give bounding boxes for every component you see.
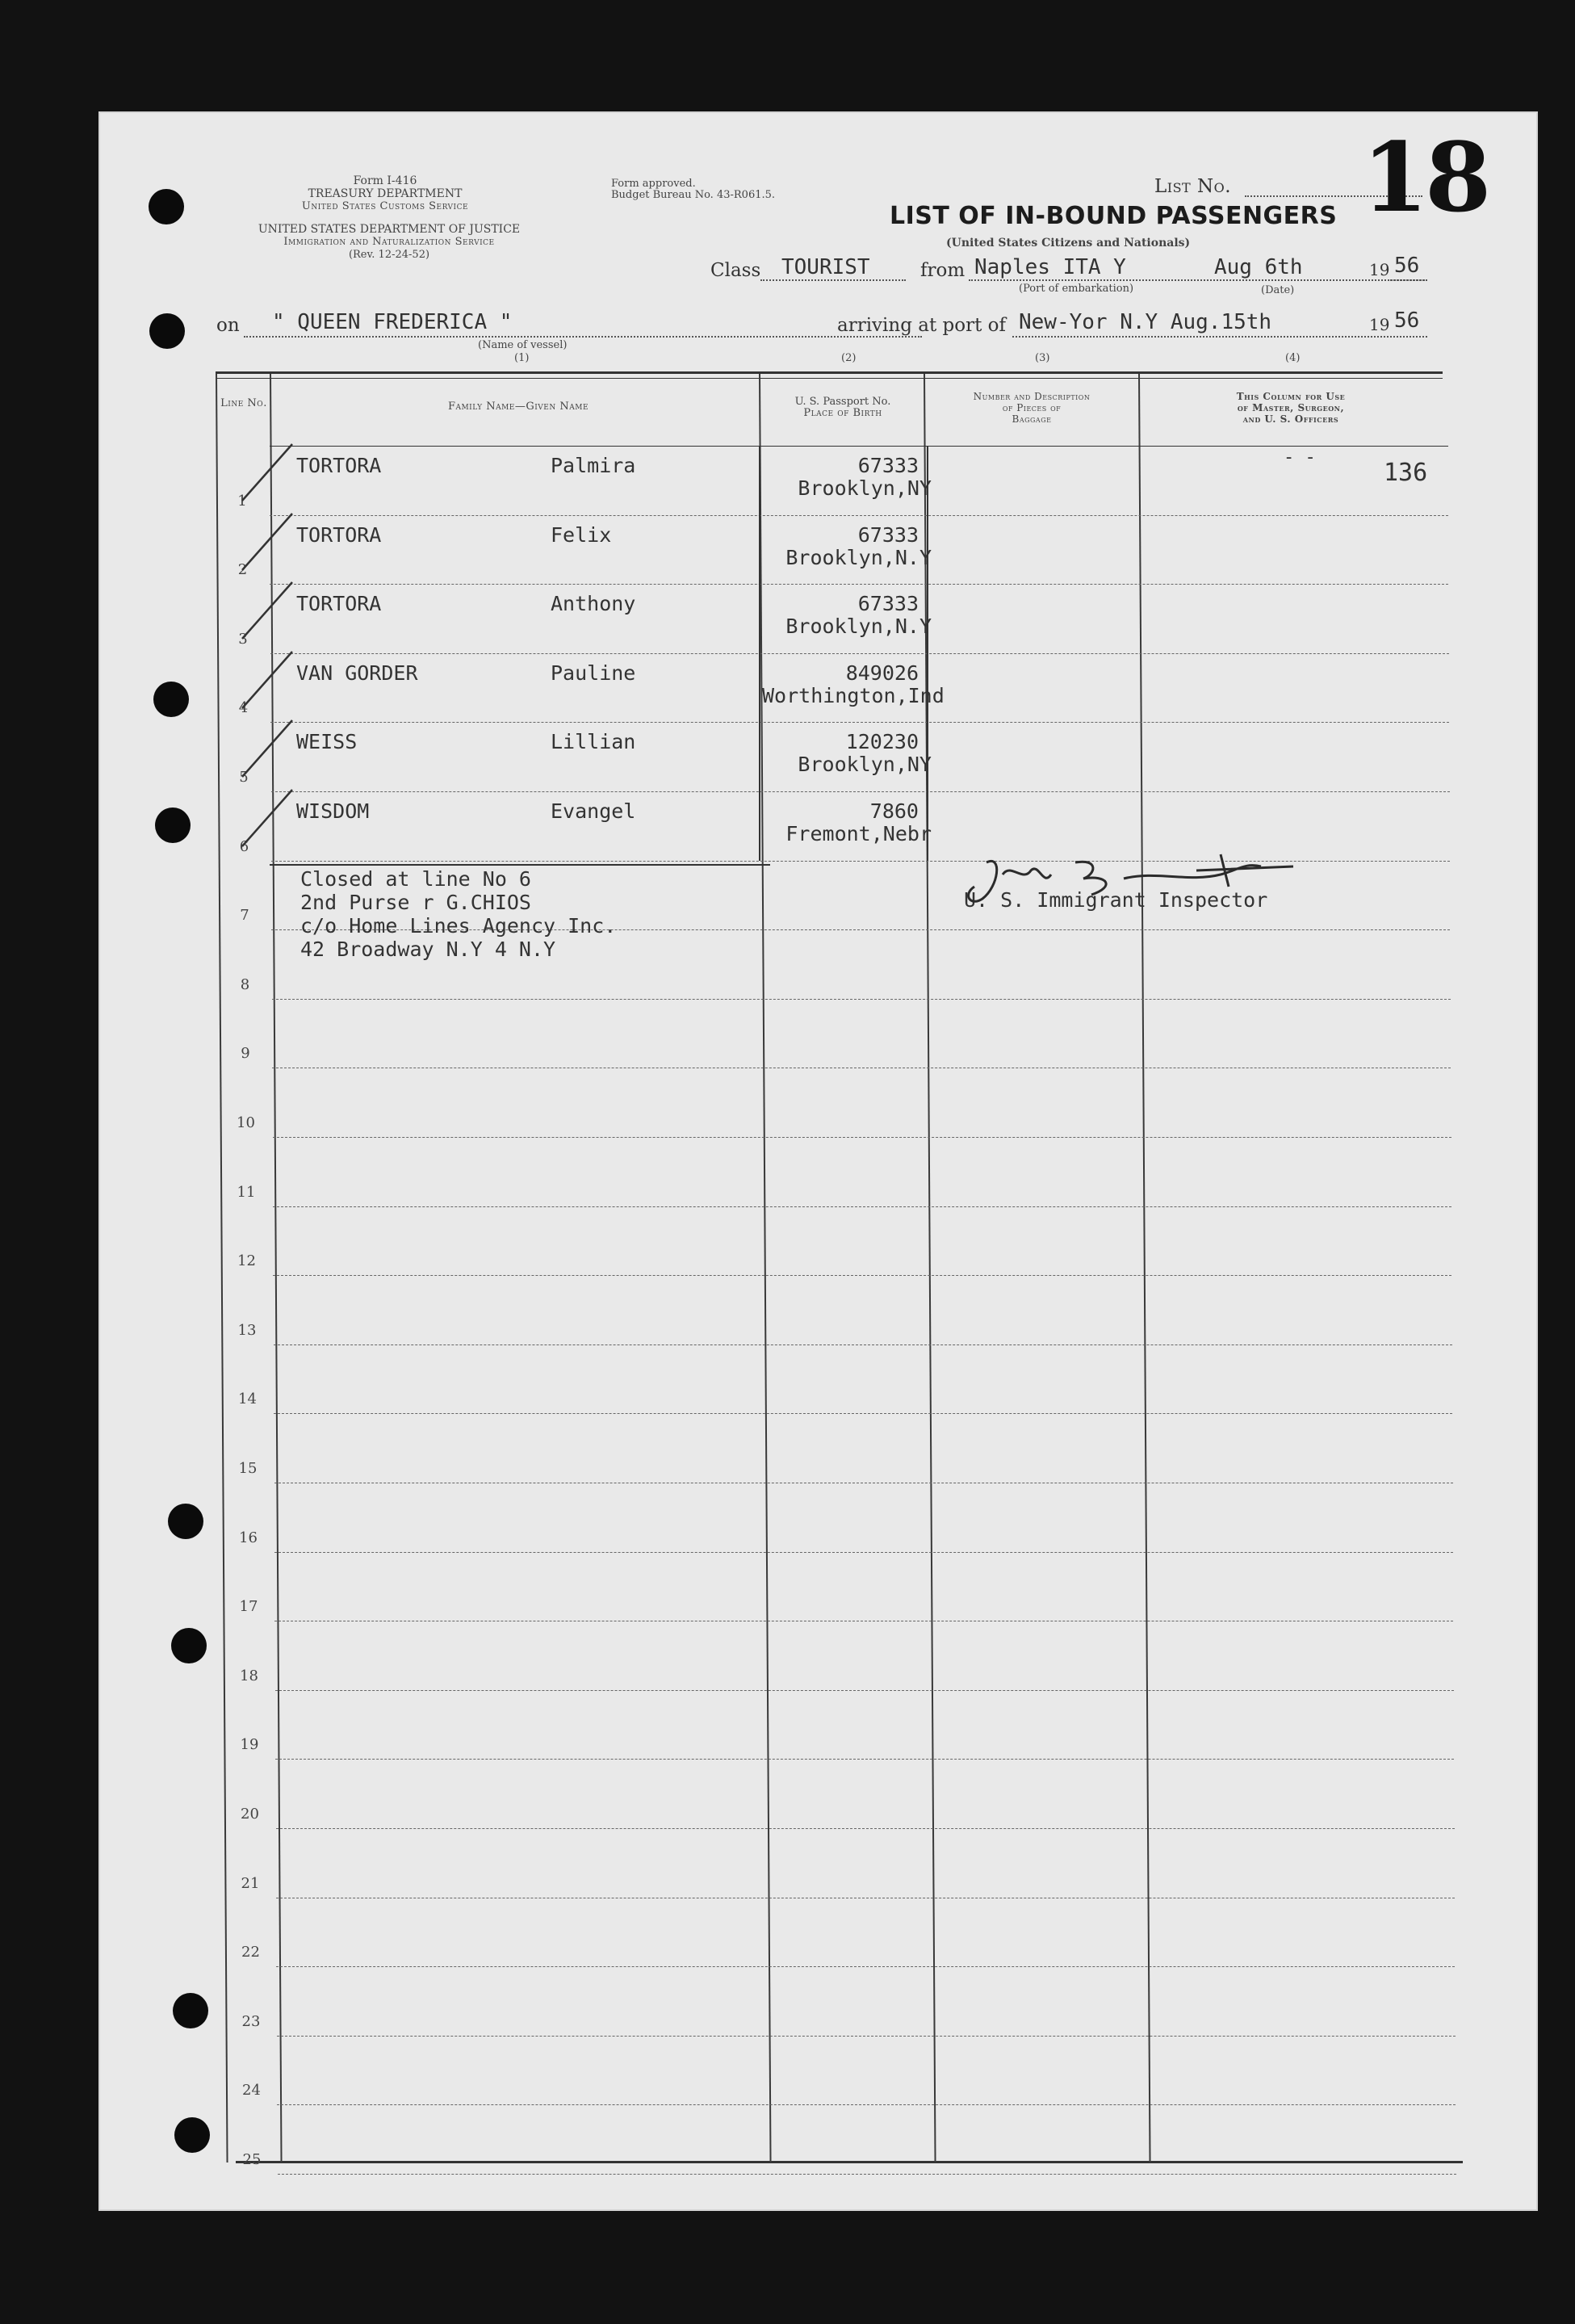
col-baggage-2: of Pieces of [1002, 402, 1062, 413]
line-number: 21 [241, 1874, 260, 1892]
passenger-given-name: Anthony [551, 592, 636, 616]
closed-at-line: Closed at line No 6 [300, 867, 531, 891]
passport-number: 120230 [845, 730, 919, 754]
line-number: 6 [239, 837, 249, 855]
vessel-caption: (Name of vessel) [478, 339, 568, 351]
row-rule [277, 2036, 1456, 2037]
form-number: Form I-416 [353, 174, 417, 187]
table-bottom-border [236, 2161, 1463, 2163]
line-number: 13 [237, 1321, 257, 1339]
binder-hole [174, 2117, 210, 2153]
passport-number: 67333 [857, 522, 919, 547]
line-number: 4 [238, 699, 249, 717]
date-caption: (Date) [1261, 284, 1295, 296]
col-baggage: Number and Description [973, 391, 1091, 402]
passenger-given-name: Evangel [551, 799, 636, 823]
passport-number: 67333 [857, 454, 919, 477]
passenger-given-name: Pauline [551, 661, 636, 685]
class-value: TOURIST [781, 255, 870, 279]
page-subtitle: (United States Citizens and Nationals) [946, 237, 1191, 250]
line-number: 1 [237, 492, 247, 510]
inspector-title: U. S. Immigrant Inspector [964, 888, 1268, 912]
row-rule [274, 1344, 1452, 1345]
officer-note: 136 [1384, 459, 1428, 487]
line-number: 11 [237, 1183, 256, 1201]
form-revision: (Rev. 12-24-52) [348, 249, 430, 261]
class-label: Class [710, 260, 761, 281]
on-label: on [216, 315, 240, 336]
passenger-family-name: WISDOM [296, 799, 370, 823]
row-rule [273, 1137, 1451, 1138]
place-of-birth: Brooklyn,NY [798, 476, 932, 500]
col-officers-2: of Master, Surgeon, [1237, 402, 1345, 413]
line-number: 17 [239, 1598, 258, 1616]
check-mark-icon [236, 714, 300, 787]
line-number: 2 [237, 561, 248, 579]
place-of-birth: Brooklyn,NY [798, 753, 932, 777]
year-suffix: 56 [1394, 308, 1420, 333]
row-rule [275, 1759, 1454, 1760]
port-caption: (Port of embarkation) [1019, 283, 1134, 295]
purser-note: 2nd Purse r G.CHIOS [300, 891, 531, 914]
col-passport: U. S. Passport No. [794, 396, 891, 408]
line-number: 18 [240, 1667, 258, 1684]
passport-number: 849026 [845, 661, 919, 685]
year-prefix: 19 [1369, 315, 1390, 334]
line-number: 8 [240, 975, 250, 993]
officer-mark: - - [1284, 447, 1316, 468]
line-number: 10 [237, 1114, 255, 1131]
col-officers-3: and U. S. Officers [1242, 413, 1339, 425]
line-number: 5 [239, 769, 249, 786]
list-no-label: List No. [1154, 176, 1232, 197]
binder-hole [168, 1504, 203, 1539]
check-mark-icon [236, 783, 300, 856]
embarkation-date: Aug 6th [1214, 255, 1303, 279]
from-label: from [920, 260, 966, 281]
port-of-embarkation: Naples ITA Y [974, 255, 1126, 279]
manifest-sheet [98, 111, 1538, 2211]
row-rule [276, 1828, 1455, 1829]
passenger-family-name: VAN GORDER [296, 661, 418, 685]
line-number: 22 [241, 1944, 260, 1961]
line-number: 25 [242, 2151, 262, 2168]
form-approved: Form approved. [611, 178, 696, 190]
row-rule [274, 1413, 1452, 1414]
line-number: 14 [238, 1391, 257, 1408]
col-officers: This Column for Use [1236, 391, 1346, 402]
treasury-dept: TREASURY DEPARTMENT [308, 187, 463, 200]
justice-dept: UNITED STATES DEPARTMENT OF JUSTICE [258, 223, 521, 236]
address-note: 42 Broadway N.Y 4 N.Y [300, 938, 556, 961]
binder-hole [171, 1628, 207, 1663]
check-mark-icon [236, 576, 300, 648]
line-number: 20 [241, 1806, 259, 1823]
budget-bureau: Budget Bureau No. 43-R061.5. [611, 189, 776, 201]
row-rule [273, 1275, 1451, 1276]
passenger-given-name: Palmira [551, 454, 636, 477]
col-name: Family Name—Given Name [447, 401, 589, 413]
check-mark-icon [236, 438, 300, 510]
row-rule [277, 2104, 1456, 2105]
binder-hole [173, 1993, 208, 2028]
row-rule [278, 2174, 1456, 2175]
passenger-family-name: TORTORA [296, 522, 382, 547]
customs-service: United States Customs Service [301, 200, 469, 212]
passenger-family-name: WEISS [296, 730, 358, 754]
binder-hole [155, 808, 191, 843]
passport-number: 7860 [869, 799, 919, 823]
passenger-family-name: TORTORA [296, 454, 382, 477]
row-rule [276, 1966, 1455, 1967]
row-rule [274, 1552, 1453, 1553]
inspector-signature [954, 838, 1326, 911]
passport-box [759, 446, 928, 861]
binder-hole [149, 313, 185, 349]
col-baggage-3: Baggage [1012, 413, 1052, 425]
line-number: 9 [241, 1045, 250, 1063]
col-number-1: (1) [514, 352, 530, 364]
col-number-3: (3) [1035, 352, 1050, 364]
ins-service: Immigration and Naturalization Service [283, 236, 495, 248]
vessel-name: " QUEEN FREDERICA " [272, 310, 513, 334]
col-number-4: (4) [1285, 352, 1301, 364]
passenger-given-name: Lillian [551, 730, 636, 754]
table-top-border [216, 371, 1443, 374]
arrival-port-date: New-Yor N.Y Aug.15th [1019, 310, 1272, 334]
row-rule [272, 999, 1451, 1000]
passport-number: 67333 [857, 592, 919, 616]
line-number: 7 [240, 907, 249, 925]
line-number: 12 [237, 1252, 256, 1270]
col-line-no: Line No. [220, 397, 267, 409]
binder-hole [149, 189, 184, 224]
row-rule [273, 1206, 1451, 1207]
line-number: 23 [241, 2012, 261, 2030]
list-number: 18 [1362, 121, 1489, 233]
year-prefix: 19 [1369, 260, 1390, 279]
col-number-2: (2) [841, 352, 857, 364]
passenger-family-name: TORTORA [296, 592, 382, 616]
place-of-birth: Worthington,Ind [762, 683, 945, 707]
passenger-given-name: Felix [551, 522, 612, 547]
row-rule [275, 1690, 1454, 1691]
col-birth: Place of Birth [803, 407, 882, 419]
line-number: 15 [238, 1460, 258, 1477]
agency-note: c/o Home Lines Agency Inc. [300, 914, 617, 938]
place-of-birth: Fremont,Nebr [785, 822, 932, 845]
place-of-birth: Brooklyn,N.Y [785, 545, 932, 569]
line-number: 3 [238, 630, 248, 648]
line-number: 19 [240, 1736, 259, 1754]
line-number: 16 [239, 1529, 258, 1546]
page-title: LIST OF IN-BOUND PASSENGERS [890, 202, 1338, 230]
check-mark-icon [236, 507, 300, 580]
place-of-birth: Brooklyn,N.Y [785, 615, 932, 639]
year-suffix: 56 [1394, 254, 1420, 278]
line-number: 24 [242, 2082, 261, 2100]
check-mark-icon [236, 645, 300, 718]
arriving-label: arriving at port of [837, 315, 1006, 336]
binder-hole [153, 682, 189, 717]
